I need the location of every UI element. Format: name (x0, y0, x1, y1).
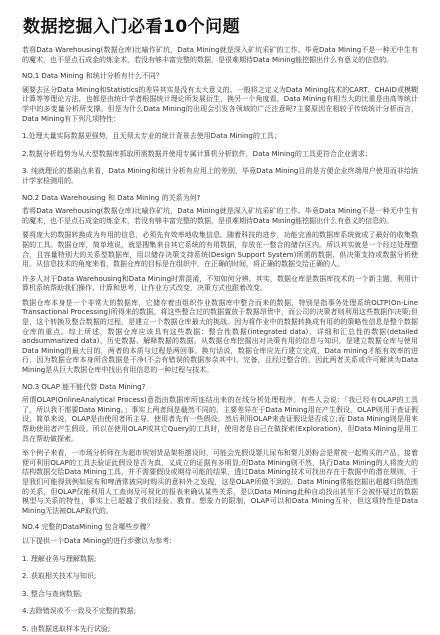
paragraph: 所谓OLAP(OnlineAnalytical Process)意指由数据库所连结出来的在线分析处理程序。有些人会说：「我已经有OLAP的工具了，所以我不需要Data Mining。」事实上两者间是截然不同的，主要差异在于Data Mining用在产生假设，OLAP则用于查证假设。简单来说，OLAP是由使用者所主导，使用者先有一些假设，然后利用OLAP来查证假设是否成立;而 Data Mining则是用来帮助使用者产生假设。所以在使用OLAP或其它Query的工具时，使用者是自己在做探索(Exploration)，但Data Mining是用工具在帮助做探索。 (22, 396, 418, 443)
document-body (22, 46, 418, 635)
list-item: 5. 由数据选取样本先行试验; (22, 624, 111, 633)
list-item: 3. 纯就理论的基础点来看，Data Mining和统计分析有应用上的差别，毕竟Data Mining目的是方便企业终端用户使用而非给统计学家检测用的。 (22, 167, 418, 185)
paragraph: 硬要去区分Data Mining和Statistics的差异其实是没有太大意义的。一般将之定义为Data Mining技术的CART、CHAID或模糊计算等等理论方法，也都是由统计学者根据统计理论所发展衍生，换另一个角度看，Data Mining有相当大的比重是由高等统计学中的多变量分析所支撑。但是为什么Data Mining的出现会引发各领域的广泛注意呢?主要原因在相较于传统统计分析而言，Data Mining有下列几项特性： (22, 85, 418, 123)
list-item: 2.数据分析趋势为从大型数据库抓取所需数据并使用专属计算机分析软件，Data Mining的工具更符合企业需求； (22, 149, 372, 158)
paragraph: 若将Data Warehousing(数据仓库)比喻作矿坑，Data Mining就是深入矿坑采矿的工作。毕竟Data Mining不是一种无中生有的魔术，也不是点石成金的炼金术，若没有够丰富完整的数据，是很难期待Data Mining能挖掘出什么有意义的信息的。 (22, 46, 418, 64)
paragraph: 数据仓库本身是一个非常大的数据库，它储存着由组织作业数据库中整合而来的数据，特别是指事务处理系统OLTP(On-Line Transactional Processing)所得来的数据。将这些整合过的数据置放于数据昂贵中，而公司的决策者则利用这些数据作决策;但是，这个转换及整合数据的过程，是建立一个数据仓库最大的挑战。因为将作业中的数据转换成有用的的策略性信息是整个数据仓库的重点。综上所述，数据仓库应该具有这些数据：整合性数据(integrated data)、详细和汇总性的数据(detailed andsummarized data)、历史数据、解释数据的数据。从数据仓库挖掘出对决策有用的信息与知识，是建立数据仓库与使用Data Mining的最大目的，两者的本质与过程是两回事。换句话说，数据仓库应先行建立完成，Data mining才能有效率的进行，因为数据仓库本身所含数据是干净(不会有错误的数据参杂其中)、完备，且经过整合的。因此两者关系或许可解读为Data Mining是从巨大数据仓库中找出有用信息的一种过程与技术。 (22, 298, 418, 375)
question-heading: NO.4 完整的DataMining 包含哪些步骤？ (22, 523, 154, 532)
list-item: 1. 理解业务与理解数据; (22, 554, 97, 563)
paragraph: 要将庞大的数据转换成为有用的信息，必须先有效率地收集信息。随着科技的进步，功能完善的数据库系统就成了最好的收集数据的工具。数据仓库，简单地说，就是搜集来自其它系统的有用数据，存放在一整合的储存区内。所以其实就是一个经过处理整合，且容量特别大的关系型数据库，用以储存决策支持系统(Design Support System)所需的数据，供决策支持或数据分析使用。从信息技术的角度来看，数据仓库的目标是在组织中，在正确的时间，将正确的数据交给正确的人。 (22, 231, 418, 269)
paragraph: 以下提供一个Data Mining的进行步骤以为参考： (22, 536, 177, 545)
paragraph: 若将Data Warehousing(数据仓库)比喻作矿坑，Data Mining就是深入矿坑采矿的工作。毕竟Data Mining不是一种无中生有的魔术，也不是点石成金的炼金术，若没有够丰富完整的数据，是很难期待Data Mining能挖掘出什么有意义的信息的。 (22, 207, 418, 225)
list-item: 3. 整合与查询数据; (22, 589, 83, 598)
list-item: 2. 获取相关技术与知识; (22, 572, 97, 581)
paragraph: 举个例子来看，一市场分析师在为超市规划货品架柜摆设时，可能会先假设婴儿尿布和婴儿奶粉会是常被一起购买的产品，接着便可利用OLAP的工具去验证此假设是否为真，又成立的证据有多明显;但Data Mining则不然，执行Data Mining的人将庞大的结构数据交给Data Mining工具，并不需要假设或期待可能的结果，透过Data Mining技术可找出存在于数据中的潜在规则，于是我们可能得到例如尿布和啤酒常被同时购买的意料外之发现，这是OLAP所做不到的。Data Mining常能挖掘出超越归纳范围的关系，但OLAP仅能利用人工查询及可视化的报表来确认某些关系，是以Data Mining此种自动找出甚至不会被怀疑过的数据模型与关系的特性，事实上已超越了我们经验、教育、想象力的限制，OLAP可以和Data Mining互补，但这项特性是Data Mining无法被OLAP取代的。 (22, 449, 418, 515)
question-heading: NO.2 Data Warehousing 和 Data Mining 的关系为何? (22, 193, 201, 202)
question-heading: NO.3 OLAP 能不能代替 Data Mining? (22, 382, 146, 391)
question-heading: NO.1 Data Mining 和统计分析有什么不同？ (22, 72, 163, 81)
paragraph: 许多人对于Data Warehousing和Data Mining时常混淆，不知如何分辨。其实，数据仓库是数据库技术的一个新主题，利用计算机系统帮助我们操作、计算和思考，让作业方式改变，决策方式也跟着改变。 (22, 274, 418, 293)
list-item: 1.处理大量实际数据更强势，且无须太专业的统计背景去使用Data Mining的工具； (22, 132, 281, 141)
list-item: 4.去除错误或不一致及不完整的数据; (22, 607, 137, 616)
document-title: 数据挖掘入门必看10个问题 (23, 17, 241, 37)
